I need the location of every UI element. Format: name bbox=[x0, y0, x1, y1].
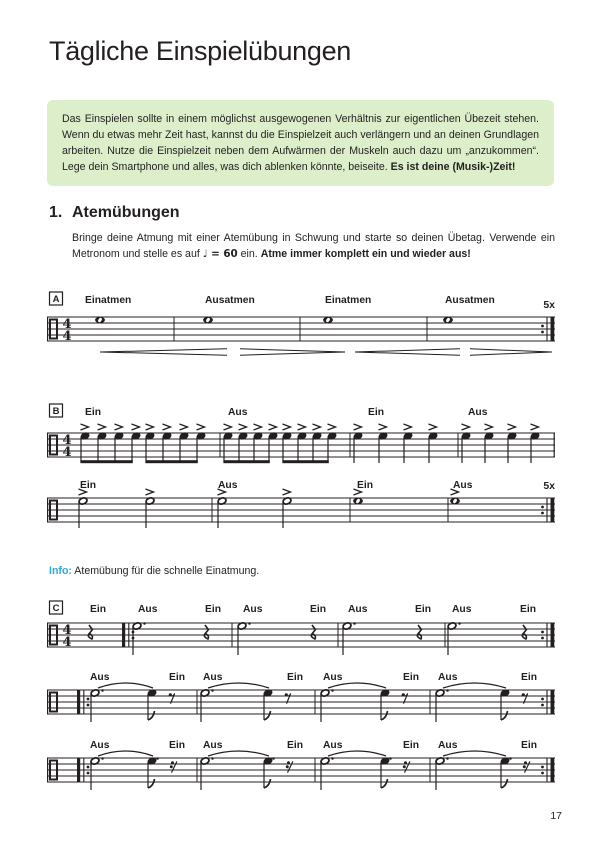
breath-label: Ein bbox=[415, 604, 432, 615]
accent-mark bbox=[254, 424, 262, 430]
accent-mark bbox=[508, 424, 516, 430]
breath-label: Ausatmen bbox=[205, 295, 255, 306]
eighth-flag bbox=[381, 711, 388, 720]
breath-label: Ein bbox=[169, 740, 186, 751]
time-signature bbox=[62, 433, 71, 460]
breath-label: Aus bbox=[453, 480, 473, 491]
info-label: Info: bbox=[49, 565, 72, 577]
eighth-flag bbox=[501, 711, 508, 720]
staff-svg-B1 bbox=[47, 400, 555, 476]
svg-text:4: 4 bbox=[62, 316, 72, 332]
music-system-C1 bbox=[47, 596, 555, 662]
accent-mark bbox=[429, 424, 437, 430]
info-text: Atemübung für die schnelle Einatmung. bbox=[71, 565, 260, 577]
tempo-marking: ♩ = 60 bbox=[202, 247, 238, 260]
accent-mark bbox=[146, 489, 154, 495]
breath-label: Ein bbox=[521, 740, 538, 751]
staff-svg-C1 bbox=[47, 596, 555, 662]
breath-label: Einatmen bbox=[85, 295, 132, 306]
staff-svg-C3 bbox=[47, 734, 555, 800]
svg-text:A: A bbox=[52, 294, 60, 305]
section-heading bbox=[49, 204, 180, 222]
breath-label: Aus bbox=[438, 740, 458, 751]
rehearsal-mark-A bbox=[50, 292, 63, 305]
augmentation-dot bbox=[458, 622, 461, 625]
whole-note bbox=[450, 498, 460, 504]
beam bbox=[145, 460, 197, 463]
svg-text:4: 4 bbox=[62, 328, 72, 344]
crescendo-hairpin bbox=[355, 349, 460, 355]
svg-text:4: 4 bbox=[62, 444, 72, 460]
slur bbox=[443, 751, 506, 756]
quarter-rest bbox=[522, 625, 526, 639]
accent-mark bbox=[81, 424, 89, 430]
accent-mark bbox=[146, 424, 154, 430]
accent-mark bbox=[485, 424, 493, 430]
eighth-flag bbox=[264, 711, 271, 720]
accent-mark bbox=[283, 489, 291, 495]
breath-label: Aus bbox=[138, 604, 158, 615]
slur bbox=[98, 751, 153, 756]
breath-label: Einatmen bbox=[325, 295, 372, 306]
time-signature bbox=[62, 623, 71, 650]
accent-mark bbox=[328, 424, 336, 430]
augmentation-dot bbox=[509, 757, 512, 760]
whole-note bbox=[323, 317, 333, 323]
eighth-flag bbox=[501, 779, 508, 788]
accent-mark bbox=[197, 424, 205, 430]
music-system-B1 bbox=[47, 400, 555, 476]
accent-mark bbox=[269, 424, 277, 430]
intro-text: Das Einspielen sollte in einem möglichst ausgewogenen Verhältnis zur eigentlichen Übezeit stehen. Wenn du etwas mehr Zeit hast, kannst du die Einspielzeit auch verlängern und an deinen Grundlagen arbeiten. Nutze die Einspielzeit neben dem Aufwärmen der Muskeln auch dazu um „anzukommen“. Lege dein Smartphone und alles, was dich ablenken könnte, beiseite. Es ist deine (Musik-)Zeit! bbox=[62, 113, 539, 174]
augmentation-dot bbox=[353, 622, 356, 625]
breath-label: Aus bbox=[243, 604, 263, 615]
accent-mark bbox=[224, 424, 232, 430]
augmentation-dot bbox=[248, 622, 251, 625]
music-system-C2 bbox=[47, 666, 555, 728]
beamed-eighth-group bbox=[282, 460, 328, 463]
whole-note bbox=[95, 317, 105, 323]
breath-label: Aus bbox=[323, 672, 343, 683]
music-system-A bbox=[47, 286, 555, 366]
augmentation-dot bbox=[446, 689, 449, 692]
eighth-flag bbox=[148, 779, 155, 788]
breath-label: Aus bbox=[452, 604, 472, 615]
augmentation-dot bbox=[331, 757, 334, 760]
augmentation-dot bbox=[331, 689, 334, 692]
breath-label: Ein bbox=[205, 604, 222, 615]
breath-label: Ein bbox=[80, 480, 97, 491]
sixteenth-rest bbox=[286, 761, 293, 772]
svg-text:B: B bbox=[52, 406, 60, 417]
beamed-eighth-group bbox=[223, 460, 269, 463]
svg-text:4: 4 bbox=[62, 634, 72, 650]
sixteenth-rest bbox=[170, 761, 177, 772]
breath-label: Ein bbox=[90, 604, 107, 615]
breath-label: Ein bbox=[169, 672, 186, 683]
breath-label: Aus bbox=[323, 740, 343, 751]
accent-mark bbox=[354, 424, 362, 430]
info-line bbox=[49, 565, 259, 577]
slur bbox=[208, 751, 269, 756]
intro-text-bold: Es ist deine (Musik-)Zeit! bbox=[390, 161, 516, 174]
accent-mark bbox=[313, 424, 321, 430]
breath-label: Ein bbox=[403, 740, 420, 751]
breath-label: Aus bbox=[438, 672, 458, 683]
accent-mark bbox=[379, 424, 387, 430]
augmentation-dot bbox=[211, 757, 214, 760]
augmentation-dot bbox=[389, 757, 392, 760]
breath-label: Ein bbox=[85, 407, 102, 418]
accent-mark bbox=[163, 424, 171, 430]
crescendo-hairpin bbox=[100, 349, 227, 355]
breath-label: Ein bbox=[368, 407, 385, 418]
accent-mark bbox=[531, 424, 539, 430]
quarter-rest bbox=[204, 625, 208, 639]
eighth-flag bbox=[264, 779, 271, 788]
breath-label: Ein bbox=[520, 604, 537, 615]
music-system-C3 bbox=[47, 734, 555, 800]
quarter-rest bbox=[88, 625, 92, 639]
sixteenth-rest bbox=[523, 761, 530, 772]
accent-mark bbox=[283, 424, 291, 430]
svg-text:4: 4 bbox=[62, 622, 72, 638]
augmentation-dot bbox=[101, 689, 104, 692]
whole-note bbox=[203, 317, 213, 323]
whole-note bbox=[353, 498, 363, 504]
breath-label: Ein bbox=[287, 740, 304, 751]
breath-label: Aus bbox=[218, 480, 238, 491]
section-number: 1. bbox=[49, 204, 63, 221]
beam bbox=[80, 460, 132, 463]
staff-svg-C2 bbox=[47, 666, 555, 728]
svg-text:C: C bbox=[52, 603, 60, 614]
breath-label: Ein bbox=[287, 672, 304, 683]
augmentation-dot bbox=[101, 757, 104, 760]
accent-mark bbox=[115, 424, 123, 430]
breath-label: Aus bbox=[468, 407, 488, 418]
svg-text:4: 4 bbox=[62, 432, 72, 448]
eighth-flag bbox=[148, 711, 155, 720]
beamed-eighth-group bbox=[145, 460, 197, 463]
breath-label: Ein bbox=[357, 480, 374, 491]
rehearsal-mark-B bbox=[50, 404, 63, 417]
accent-mark bbox=[98, 424, 106, 430]
augmentation-dot bbox=[272, 757, 275, 760]
beam bbox=[223, 460, 269, 463]
section-title: Atemübungen bbox=[72, 204, 180, 221]
breath-label: Aus bbox=[203, 672, 223, 683]
eighth-flag bbox=[381, 779, 388, 788]
slur bbox=[98, 683, 153, 688]
staff-svg-A bbox=[47, 286, 555, 366]
slur bbox=[208, 683, 269, 688]
whole-note bbox=[443, 317, 453, 323]
intro-box bbox=[47, 100, 554, 186]
staff-svg-B2 bbox=[47, 472, 555, 540]
accent-mark bbox=[298, 424, 306, 430]
slur bbox=[328, 751, 386, 756]
decrescendo-hairpin bbox=[240, 349, 345, 355]
breath-label: Aus bbox=[348, 604, 368, 615]
quarter-rest bbox=[311, 625, 315, 639]
augmentation-dot bbox=[156, 757, 159, 760]
section-body: Bringe deine Atmung mit einer Atemübung in Schwung und starte so deinen Übetag. Verwende ein Metronom und stelle es auf ♩ = 60 ein. Atme immer komplett ein und wieder aus! bbox=[72, 232, 555, 260]
augmentation-dot bbox=[446, 757, 449, 760]
breath-label: Ein bbox=[403, 672, 420, 683]
slur bbox=[443, 683, 506, 688]
repeat-count-label: 5x bbox=[543, 299, 555, 311]
repeat-count-label: 5x bbox=[543, 480, 555, 492]
sixteenth-rest bbox=[403, 761, 410, 772]
accent-mark bbox=[180, 424, 188, 430]
augmentation-dot bbox=[143, 622, 146, 625]
breath-label: Ausatmen bbox=[445, 295, 495, 306]
breath-label: Aus bbox=[90, 740, 110, 751]
breath-label: Ein bbox=[521, 672, 538, 683]
time-signature bbox=[62, 317, 71, 344]
page-title: Tägliche Einspielübungen bbox=[49, 36, 352, 66]
beam bbox=[282, 460, 328, 463]
slur bbox=[328, 683, 386, 688]
page-number: 17 bbox=[550, 810, 562, 822]
accent-mark bbox=[462, 424, 470, 430]
augmentation-dot bbox=[211, 689, 214, 692]
music-system-B2 bbox=[47, 472, 555, 540]
accent-mark bbox=[132, 424, 140, 430]
decrescendo-hairpin bbox=[470, 349, 552, 355]
accent-mark bbox=[404, 424, 412, 430]
accent-mark bbox=[239, 424, 247, 430]
section-body-bold: Atme immer komplett ein und wieder aus! bbox=[260, 247, 471, 260]
breath-label: Ein bbox=[310, 604, 327, 615]
quarter-rest bbox=[417, 625, 421, 639]
breath-label: Aus bbox=[228, 407, 248, 418]
beamed-eighth-group bbox=[80, 460, 132, 463]
breath-label: Aus bbox=[90, 672, 110, 683]
breath-label: Aus bbox=[203, 740, 223, 751]
rehearsal-mark-C bbox=[50, 601, 63, 614]
